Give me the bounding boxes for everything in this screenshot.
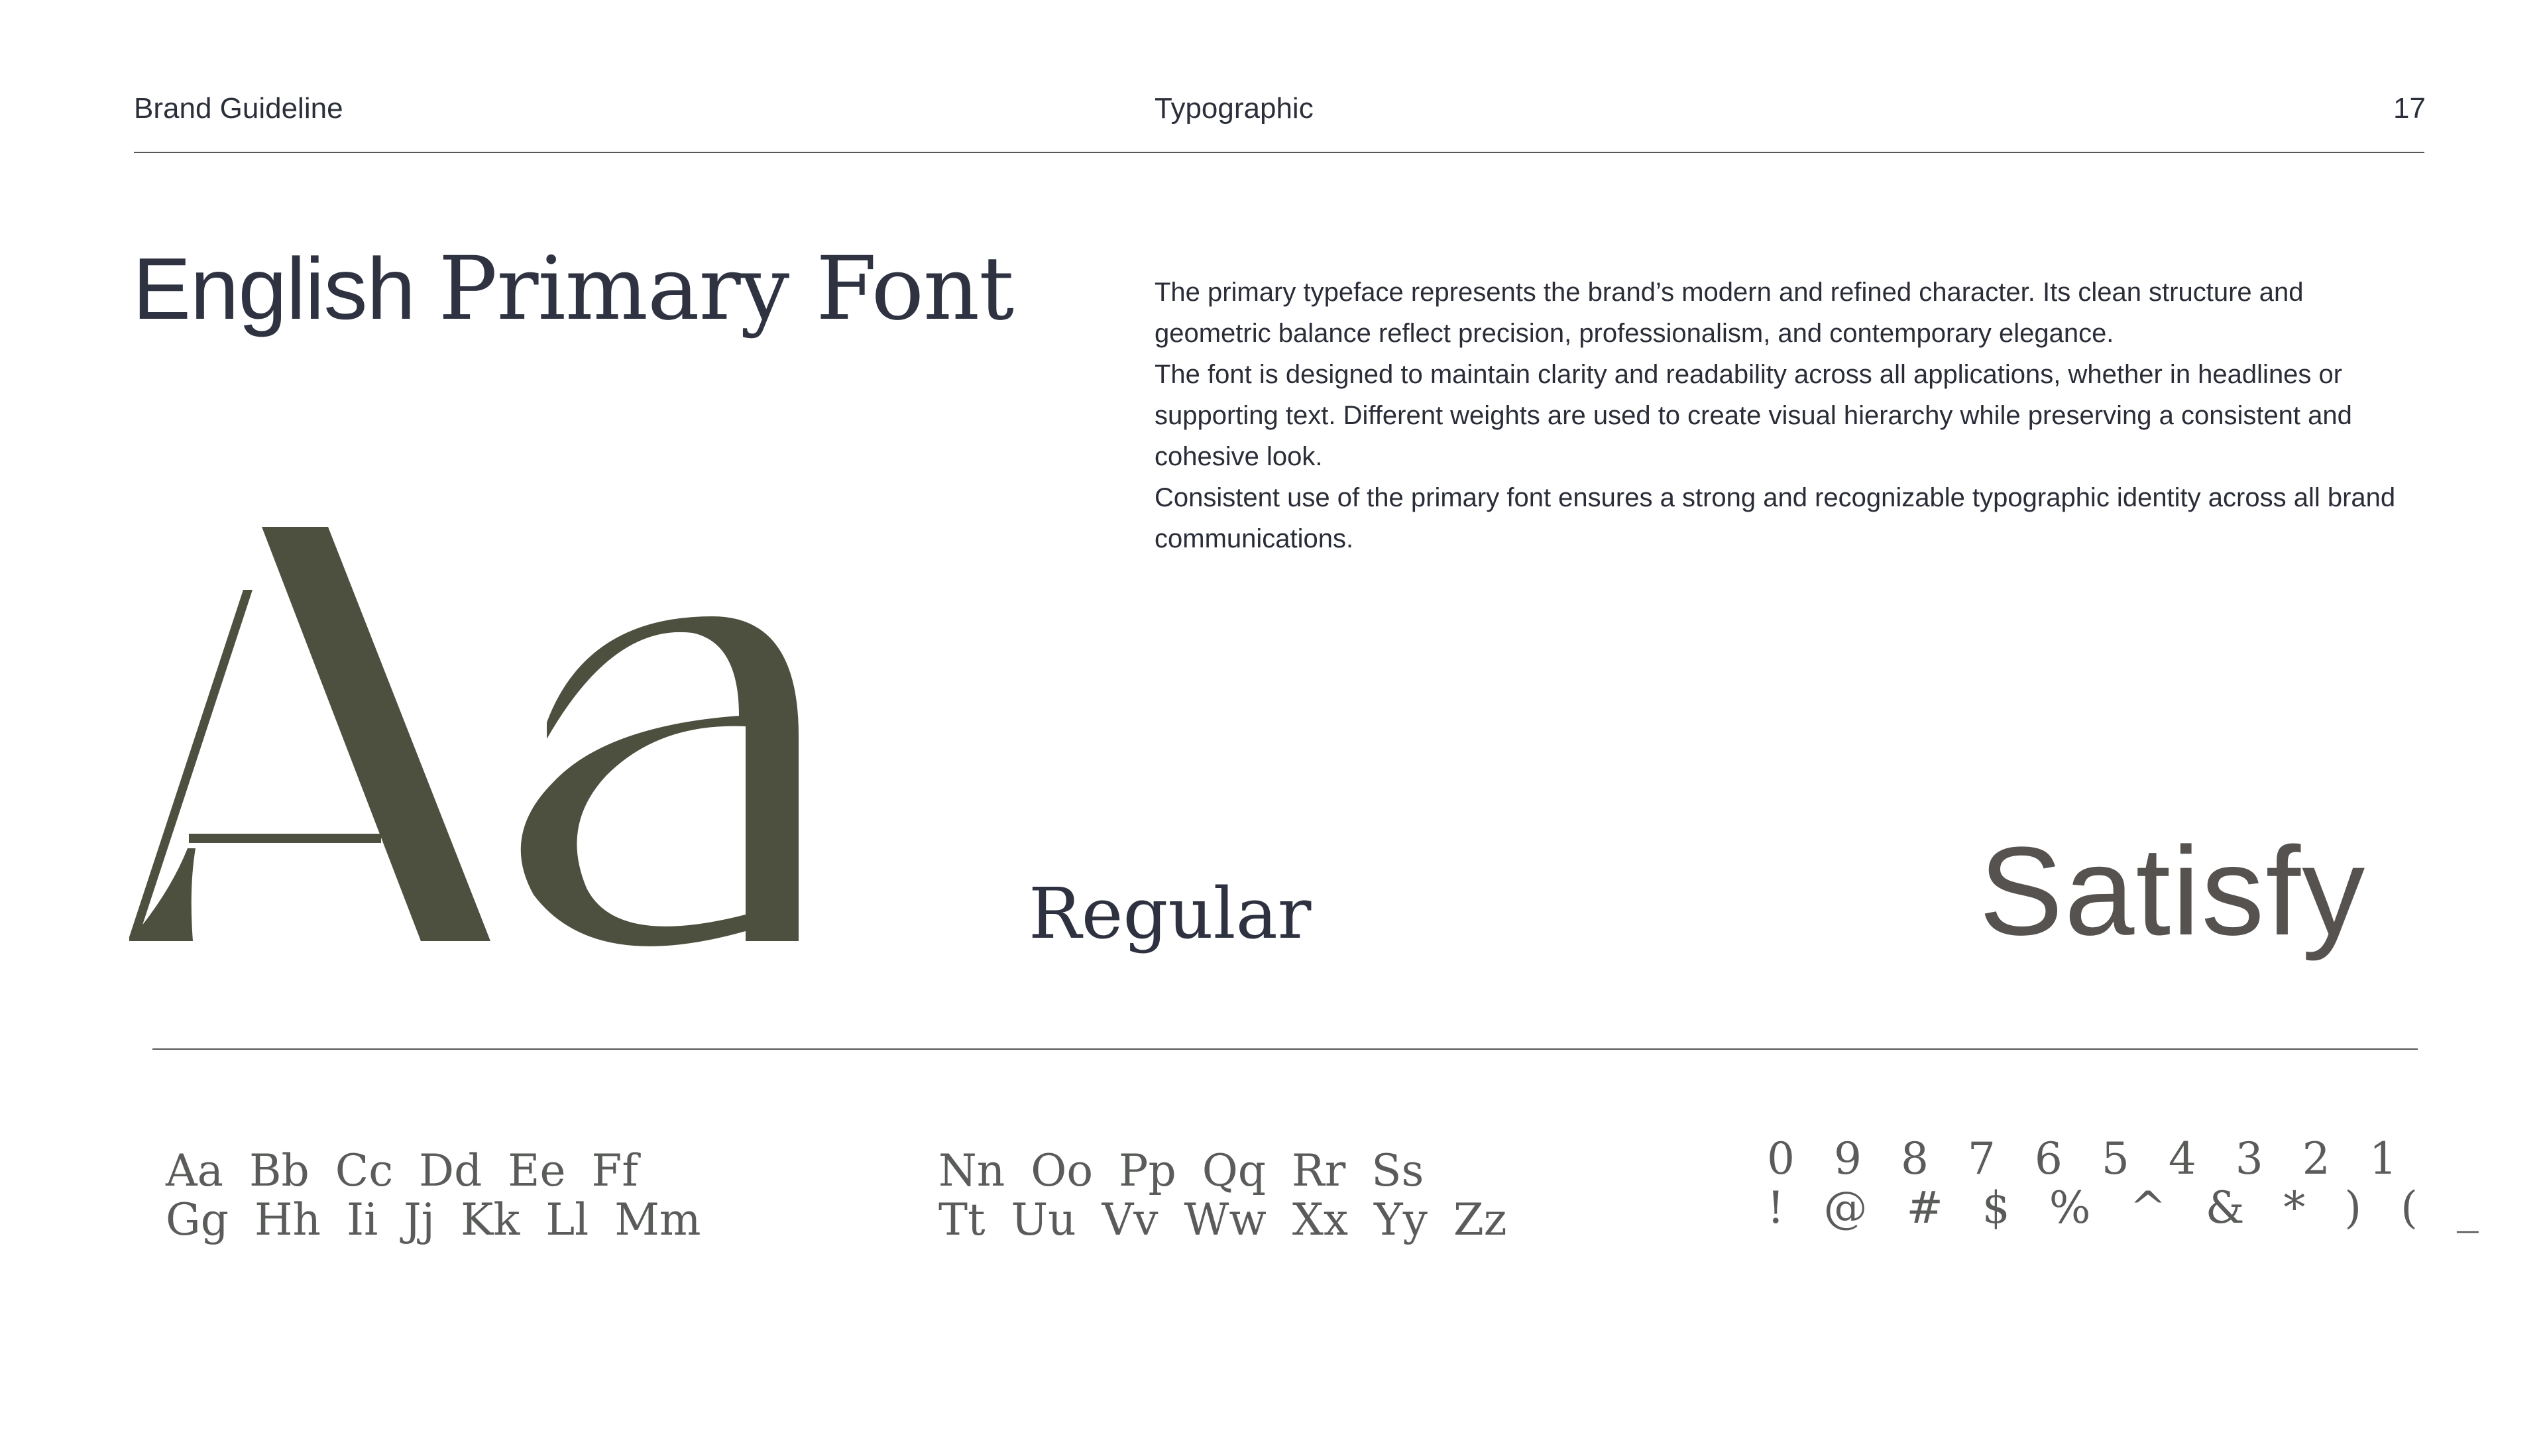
description-paragraph: The font is designed to maintain clarity and readability across all applications, whether in headlines or supporting text. Different weights are used to create visual hierarchy while preserving a consistent and cohesive look. xyxy=(1155,360,2352,471)
description-paragraph: Consistent use of the primary font ensures a strong and recognizable typographic identity across all brand communications. xyxy=(1155,483,2396,553)
numbers-and-symbols xyxy=(1767,1135,2485,1233)
page-title xyxy=(133,238,1014,340)
alphabet-a-to-m xyxy=(166,1147,701,1245)
alphabet-n-to-z xyxy=(938,1147,1507,1245)
specimen-glyph-aa xyxy=(129,517,825,948)
specimen-divider xyxy=(152,1048,2418,1050)
specimen-glyph-shape xyxy=(129,527,799,946)
font-name: Satisfy xyxy=(1979,821,2367,962)
title-english: English xyxy=(133,240,439,337)
alphabet-line: Tt Uu Vv Ww Xx Yy Zz xyxy=(938,1194,1507,1245)
header-section-title: Typographic xyxy=(1155,92,1314,125)
description-paragraph: The primary typeface represents the brand’s modern and refined character. Its clean structure and geometric balance reflect precision, professionalism, and contemporary elegance. xyxy=(1155,278,2304,348)
symbols-line: ! @ # $ % ^ & * ) ( _ xyxy=(1767,1182,2485,1233)
header-brand-guideline: Brand Guideline xyxy=(134,92,343,125)
header-divider xyxy=(134,152,2424,153)
font-weight-label: Regular xyxy=(1029,873,1312,954)
numbers-line: 0 9 8 7 6 5 4 3 2 1 xyxy=(1767,1133,2404,1184)
title-primary-font: Primary Font xyxy=(438,238,1014,340)
description xyxy=(1155,272,2401,559)
page-number: 17 xyxy=(2393,92,2426,125)
alphabet-line: Nn Oo Pp Qq Rr Ss xyxy=(938,1145,1424,1196)
alphabet-line: Aa Bb Cc Dd Ee Ff xyxy=(166,1145,638,1196)
alphabet-line: Gg Hh Ii Jj Kk Ll Mm xyxy=(166,1194,701,1245)
